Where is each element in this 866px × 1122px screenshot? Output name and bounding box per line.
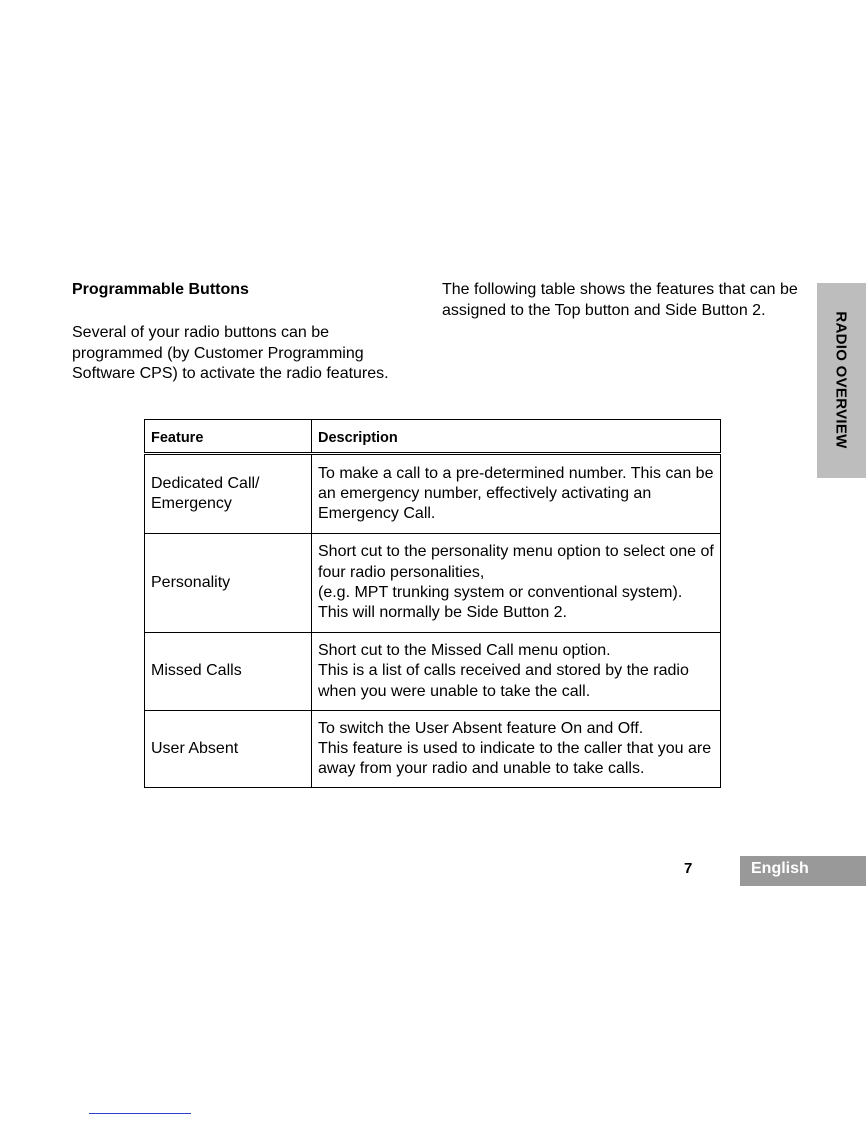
description-line: (e.g. MPT trunking system or conventional system). [318, 584, 683, 601]
description-line: This is a list of calls received and stored by the radio when you were unable to take the call. [318, 662, 689, 700]
description-cell [312, 534, 721, 633]
description-line: This will normally be Side Button 2. [318, 604, 567, 622]
description-cell [312, 454, 721, 534]
description-column-header: Description [312, 420, 721, 454]
table-row [145, 633, 721, 711]
feature-cell: Personality [145, 534, 312, 633]
table-row [145, 534, 721, 633]
description-line: To switch the User Absent feature On and Off. [318, 719, 644, 737]
description-line: Short cut to the Missed Call menu option. [318, 642, 611, 660]
table-row [145, 454, 721, 534]
table-header-row [145, 420, 721, 454]
feature-cell: User Absent [145, 711, 312, 788]
feature-column-header: Feature [145, 420, 312, 454]
description-line: This feature is used to indicate to the caller that you are away from your radio and unable to take calls. [318, 739, 712, 778]
section-side-tab [817, 283, 866, 478]
footnote-rule [89, 1113, 191, 1114]
description-line: To make a call to a pre-determined number. This can be an emergency number, effectively activating an Emergency Call. [318, 464, 714, 523]
language-tab [740, 856, 866, 886]
description-cell [312, 633, 721, 711]
language-label: English [751, 860, 809, 877]
section-title: Programmable Buttons [72, 281, 249, 298]
table-intro-paragraph: The following table shows the features that can be assigned to the Top button and Side Button 2. [442, 281, 798, 319]
feature-cell: Dedicated Call/ Emergency [145, 454, 312, 534]
page-number: 7 [684, 860, 693, 877]
description-line: Short cut to the personality menu option to select one of four radio personalities, [318, 543, 714, 581]
features-table [144, 419, 721, 788]
table-row [145, 711, 721, 788]
intro-paragraph: Several of your radio buttons can be programmed (by Customer Programming Software CPS) to activate the radio features. [72, 324, 389, 382]
description-cell [312, 711, 721, 788]
feature-cell: Missed Calls [145, 633, 312, 711]
side-tab-label: RADIO OVERVIEW [832, 311, 850, 449]
